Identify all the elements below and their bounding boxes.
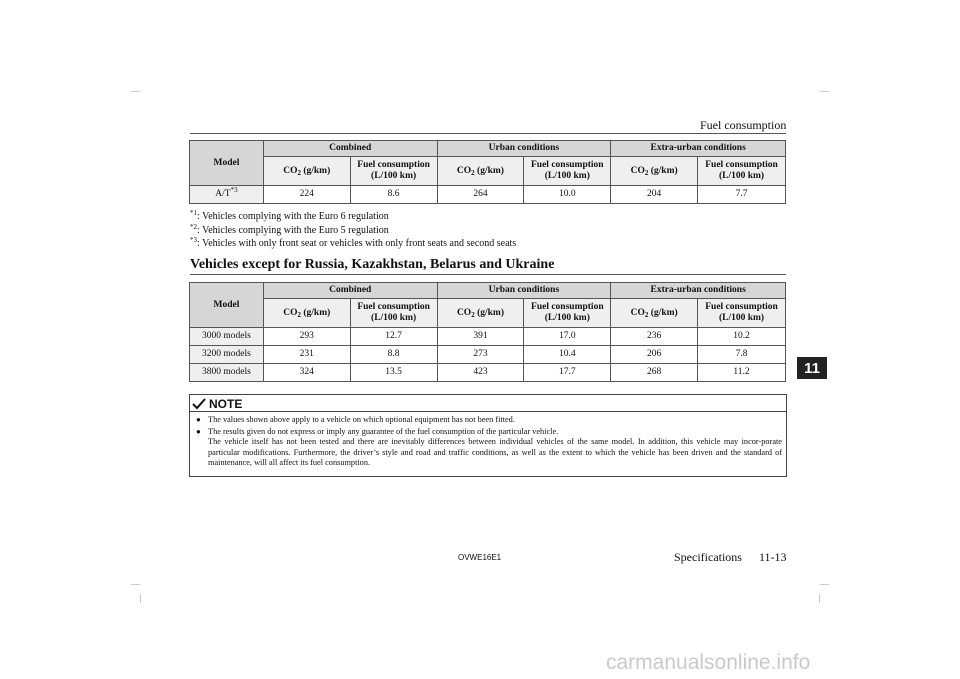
group-combined: Combined: [263, 141, 437, 157]
fuel-header: Fuel consumption (L/100 km): [350, 299, 437, 328]
section-rule: [190, 274, 786, 275]
table-row: [190, 186, 786, 204]
value-cell: 204: [611, 186, 698, 204]
section-title: Vehicles except for Russia, Kazakhstan, Belarus and Ukraine: [190, 257, 555, 272]
group-urban: Urban conditions: [437, 283, 611, 299]
note-text: The values shown above apply to a vehicle on which optional equipment has not been fitted.: [208, 415, 515, 424]
model-cell: 3200 models: [190, 346, 264, 364]
fuel-header: Fuel consumption (L/100 km): [524, 157, 611, 186]
document-code: OVWE16E1: [458, 553, 502, 562]
co2-header: $CO_2$ (g/km): [611, 157, 698, 186]
value-cell: 10.2: [698, 328, 786, 346]
crop-mark: [131, 91, 140, 92]
value-cell: 264: [437, 186, 524, 204]
footnote: $^{*2}$: Vehicles complying with the Euro 5 regulation: [190, 223, 389, 236]
fuel-header: Fuel consumption (L/100 km): [698, 299, 786, 328]
footnote: $^{*3}$: Vehicles with only front seat or vehicles with only front seats and second seats: [190, 236, 517, 249]
group-combined: Combined: [263, 283, 437, 299]
model-cell: 3000 models: [190, 328, 264, 346]
crop-mark: [140, 594, 141, 603]
table-row: [190, 346, 786, 364]
checkmark-icon: [192, 398, 206, 410]
fuel-header: Fuel consumption (L/100 km): [524, 299, 611, 328]
group-urban: Urban conditions: [437, 141, 611, 157]
bullet-icon: ●: [196, 415, 201, 424]
value-cell: 8.8: [350, 346, 437, 364]
value-cell: 206: [611, 346, 698, 364]
group-extra-urban: Extra-urban conditions: [611, 141, 786, 157]
value-cell: 391: [437, 328, 524, 346]
value-cell: 17.0: [524, 328, 611, 346]
value-cell: 423: [437, 364, 524, 382]
crop-mark: [820, 91, 829, 92]
header-rule: [190, 133, 786, 134]
value-cell: 10.4: [524, 346, 611, 364]
value-cell: 11.2: [698, 364, 786, 382]
co2-header: $CO_2$ (g/km): [263, 157, 350, 186]
table-row: [190, 364, 786, 382]
crop-mark: [131, 584, 140, 585]
footer-section: Specifications: [674, 550, 742, 564]
model-header: Model: [190, 141, 264, 186]
value-cell: 293: [263, 328, 350, 346]
fuel-table-1: [189, 140, 786, 204]
chapter-tab: 11: [797, 357, 827, 379]
value-cell: 8.6: [350, 186, 437, 204]
co2-header: $CO_2$ (g/km): [611, 299, 698, 328]
crop-mark: [820, 584, 829, 585]
page-number: 11-13: [759, 550, 787, 564]
table-row: [190, 328, 786, 346]
list-item: [196, 427, 782, 469]
value-cell: 268: [611, 364, 698, 382]
model-cell: $A/T^{*3}$: [190, 186, 264, 204]
watermark: carmanualsonline.info: [606, 651, 811, 674]
value-cell: 7.7: [698, 186, 786, 204]
model-header: Model: [190, 283, 264, 328]
value-cell: 13.5: [350, 364, 437, 382]
fuel-table-2: [189, 282, 786, 382]
bullet-icon: ●: [196, 426, 201, 436]
fuel-header: Fuel consumption (L/100 km): [698, 157, 786, 186]
value-cell: 12.7: [350, 328, 437, 346]
value-cell: 236: [611, 328, 698, 346]
note-text: The results given do not express or imply any guarantee of the fuel consumption of the particular vehicle. The vehicle itself has not been tested and there are inevitably differences between individual vehicles of the same model. In addition, this vehicle may incor-porate particular modifications. Furthermore, the driver’s style and road and traffic conditions, as well as the extent to which the vehicle has been driven and the standard of maintenance, will all affect its fuel consumption.: [208, 426, 782, 467]
value-cell: 224: [263, 186, 350, 204]
note-rule: [190, 411, 786, 412]
co2-header: $CO_2$ (g/km): [437, 157, 524, 186]
value-cell: 324: [263, 364, 350, 382]
note-label: NOTE: [209, 397, 243, 411]
co2-header: $CO_2$ (g/km): [437, 299, 524, 328]
value-cell: 10.0: [524, 186, 611, 204]
value-cell: 273: [437, 346, 524, 364]
group-extra-urban: Extra-urban conditions: [611, 283, 786, 299]
model-cell: 3800 models: [190, 364, 264, 382]
co2-header: $CO_2$ (g/km): [263, 299, 350, 328]
value-cell: 231: [263, 346, 350, 364]
note-items: [196, 415, 782, 470]
footnote: $^{*1}$: Vehicles complying with the Euro 6 regulation: [190, 209, 389, 222]
value-cell: 17.7: [524, 364, 611, 382]
note-heading: [192, 397, 242, 411]
fuel-header: Fuel consumption (L/100 km): [350, 157, 437, 186]
running-header: Fuel consumption: [700, 118, 787, 132]
list-item: [196, 415, 782, 426]
value-cell: 7.8: [698, 346, 786, 364]
crop-mark: [819, 594, 820, 603]
